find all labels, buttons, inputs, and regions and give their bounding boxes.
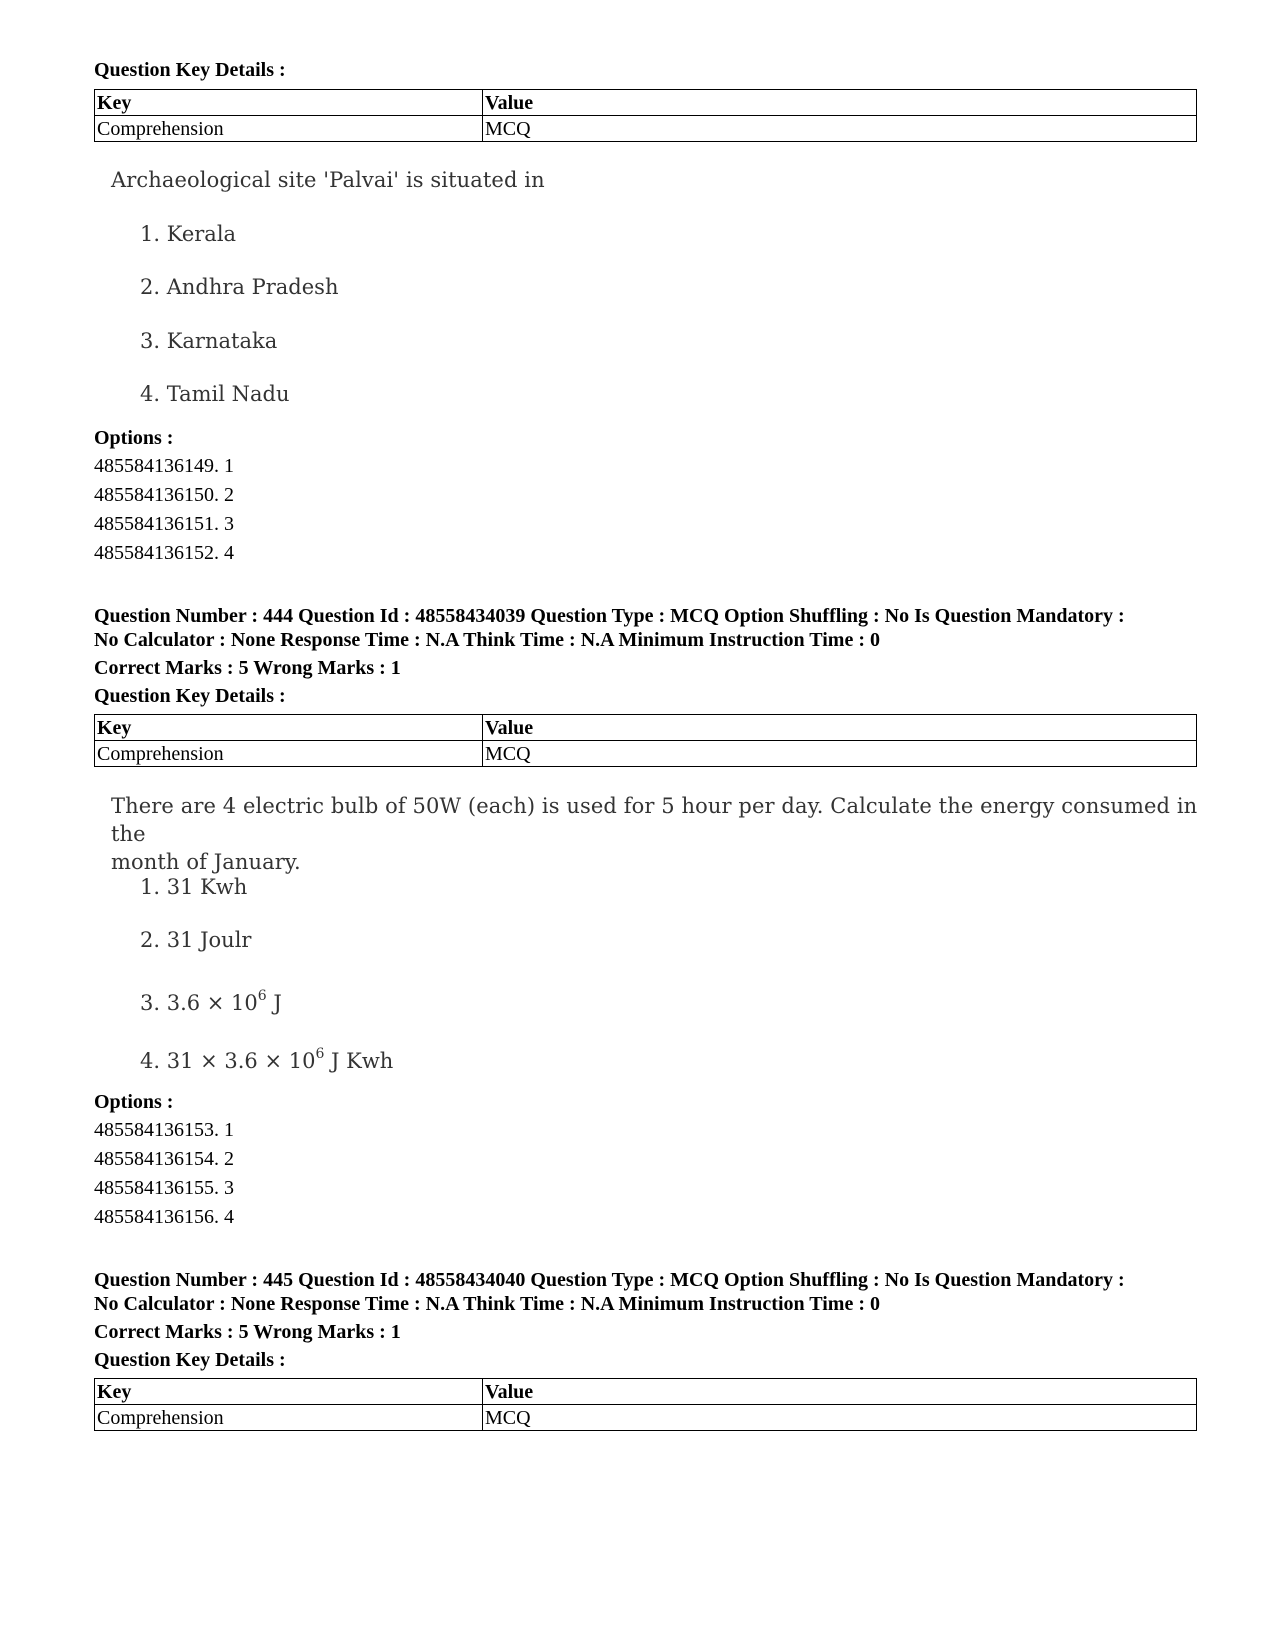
value-cell: MCQ bbox=[483, 1405, 1197, 1431]
key-header: Key bbox=[95, 90, 483, 116]
options-label: Options : bbox=[94, 427, 174, 449]
question-text: Archaeological site 'Palvai' is situated in bbox=[111, 168, 545, 192]
key-details-label: Question Key Details : bbox=[94, 1349, 286, 1371]
choice-4: 4. Tamil Nadu bbox=[140, 382, 290, 406]
choice-4 bbox=[140, 1042, 393, 1075]
choice-3 bbox=[140, 984, 282, 1017]
table-row bbox=[95, 741, 1197, 767]
value-header: Value bbox=[483, 1379, 1197, 1405]
table-header-row bbox=[95, 715, 1197, 741]
choice-2: 2. Andhra Pradesh bbox=[140, 275, 339, 299]
key-details-table bbox=[94, 714, 1197, 767]
key-cell: Comprehension bbox=[95, 116, 483, 142]
key-details-table bbox=[94, 1378, 1197, 1431]
question-line: There are 4 electric bulb of 50W (each) is used for 5 hour per day. Calculate the energy consumed in the bbox=[111, 794, 1198, 846]
options-list bbox=[94, 1116, 234, 1232]
table-row bbox=[95, 116, 1197, 142]
option-item: 485584136154. 2 bbox=[94, 1148, 234, 1170]
value-cell: MCQ bbox=[483, 116, 1197, 142]
exponent: 6 bbox=[315, 1046, 325, 1062]
question-header-line2: No Calculator : None Response Time : N.A Think Time : N.A Minimum Instruction Time : 0 bbox=[94, 629, 880, 651]
option-item: 485584136155. 3 bbox=[94, 1177, 234, 1199]
option-item: 485584136153. 1 bbox=[94, 1119, 234, 1141]
option-item: 485584136151. 3 bbox=[94, 513, 234, 535]
options-list bbox=[94, 452, 234, 568]
option-item: 485584136152. 4 bbox=[94, 542, 234, 564]
key-details-label: Question Key Details : bbox=[94, 685, 286, 707]
value-header: Value bbox=[483, 715, 1197, 741]
key-details-label: Question Key Details : bbox=[94, 59, 286, 81]
key-cell: Comprehension bbox=[95, 741, 483, 767]
choice-2: 2. 31 Joulr bbox=[140, 928, 252, 952]
key-details-table bbox=[94, 89, 1197, 142]
value-cell: MCQ bbox=[483, 741, 1197, 767]
key-header: Key bbox=[95, 715, 483, 741]
question-header-line1: Question Number : 444 Question Id : 48558434039 Question Type : MCQ Option Shuffling : No Is Question Mandatory : bbox=[94, 605, 1125, 627]
table-header-row bbox=[95, 90, 1197, 116]
question-text bbox=[111, 792, 1211, 876]
key-cell: Comprehension bbox=[95, 1405, 483, 1431]
question-header-line1: Question Number : 445 Question Id : 48558434040 Question Type : MCQ Option Shuffling : No Is Question Mandatory : bbox=[94, 1269, 1125, 1291]
marks-line: Correct Marks : 5 Wrong Marks : 1 bbox=[94, 657, 401, 679]
choice-1: 1. Kerala bbox=[140, 222, 237, 246]
option-item: 485584136149. 1 bbox=[94, 455, 234, 477]
options-label: Options : bbox=[94, 1091, 174, 1113]
key-header: Key bbox=[95, 1379, 483, 1405]
table-row bbox=[95, 1405, 1197, 1431]
exponent: 6 bbox=[257, 988, 267, 1004]
choice-base: 3. 3.6 × 10 bbox=[140, 991, 258, 1015]
table-header-row bbox=[95, 1379, 1197, 1405]
question-line: month of January. bbox=[111, 850, 301, 874]
choice-1: 1. 31 Kwh bbox=[140, 875, 248, 899]
choice-tail: J bbox=[266, 991, 282, 1015]
question-header-line2: No Calculator : None Response Time : N.A Think Time : N.A Minimum Instruction Time : 0 bbox=[94, 1293, 880, 1315]
choice-tail: J Kwh bbox=[324, 1049, 394, 1073]
choice-base: 4. 31 × 3.6 × 10 bbox=[140, 1049, 316, 1073]
option-item: 485584136150. 2 bbox=[94, 484, 234, 506]
marks-line: Correct Marks : 5 Wrong Marks : 1 bbox=[94, 1321, 401, 1343]
value-header: Value bbox=[483, 90, 1197, 116]
choice-3: 3. Karnataka bbox=[140, 329, 278, 353]
option-item: 485584136156. 4 bbox=[94, 1206, 234, 1228]
